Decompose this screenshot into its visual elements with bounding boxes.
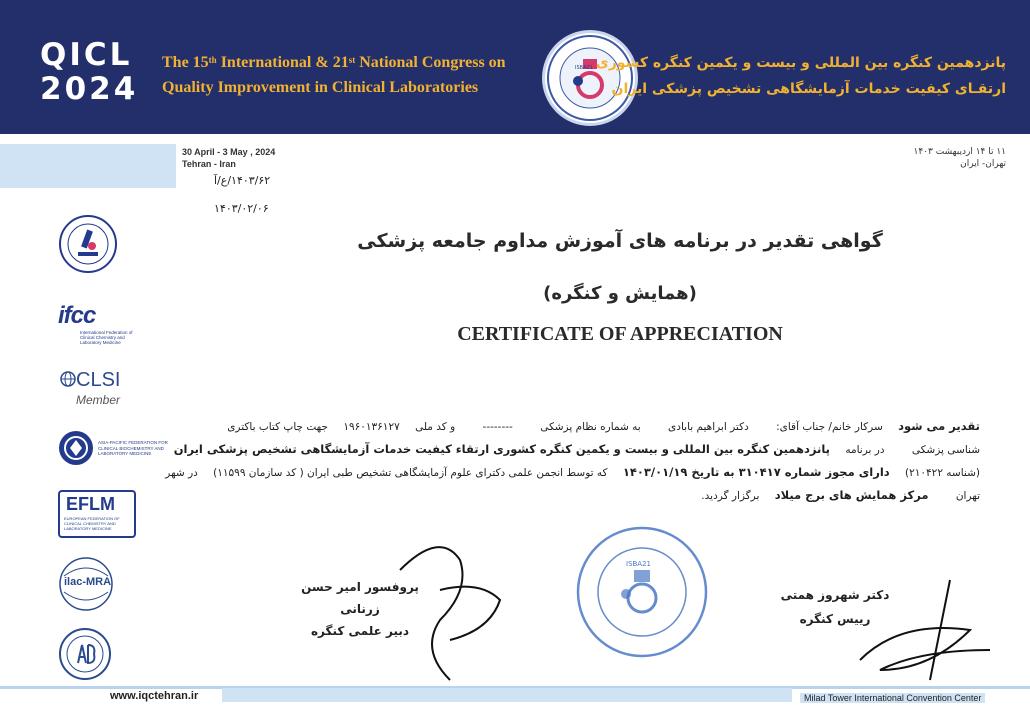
persian-dates: ۱۱ تا ۱۴ اردیبهشت ۱۴۰۳ تهران- ایران xyxy=(913,147,1006,169)
brand-logo xyxy=(40,38,138,106)
left-signatory-name: پروفسور امیر حسن زرنانی xyxy=(301,580,419,616)
certificate-body xyxy=(165,415,980,507)
svg-text:ISBA21: ISBA21 xyxy=(626,560,652,568)
persian-congress-title: پانزدهمین کنگره بین المللی و بیست و یکمین کنگره کشوری ارتقـای کیفیت خدمات آزمایشگاهی تشخیص پزشکی ایران xyxy=(595,55,1006,97)
congress-stamp xyxy=(574,524,710,660)
reference-number: ۱۴۰۳/۶۲/ع/آ xyxy=(214,174,271,187)
certificate-subtitle-persian: (همایش و کنگره) xyxy=(543,283,697,304)
english-dates: 30 April - 3 May , 2024 Tehran - Iran xyxy=(182,147,276,169)
eflm-logo: EFLM EUROPEAN FEDERATION OF CLINICAL CHEMISTRY AND LABORATORY MEDICINE xyxy=(58,490,136,538)
iranian-lab-association-logo xyxy=(56,212,120,276)
english-congress-title: The 15th International & 21st National Congress on Quality Improvement in Clinical Laboratories xyxy=(162,54,506,96)
brand-line-2: 2024 xyxy=(40,71,139,107)
body-line-1: تقدیر می شود سرکار خانم/ جناب آقای: دکتر ابراهیم بابادی به شماره نظام پزشکی -------- و کد ملی ۱۹۶۰۱۳۶۱۲۷ جهت چاپ کتاب باکتری xyxy=(227,419,980,433)
apfcb-logo: ASIA-PACIFIC FEDERATION FOR CLINICAL BIOCHEMISTRY AND LABORATORY MEDICINE xyxy=(58,428,176,468)
ilac-mra-logo: ilac-MRA xyxy=(58,556,114,612)
certificate-title-english: CERTIFICATE OF APPRECIATION xyxy=(457,323,783,345)
clsi-member-logo: CLSI Member xyxy=(60,366,140,410)
footer-band xyxy=(222,688,792,702)
body-line-2: شناسی پزشکی در برنامه پانزدهمین کنگره بین المللی و بیست و یکمین کنگره کشوری ارتقاء کیفیت خدمات آزمایشگاهی تشخیص پزشکی ایران xyxy=(173,442,980,456)
venue-label: Milad Tower International Convention Center xyxy=(800,693,985,703)
brand-line-1: QICL xyxy=(40,37,133,73)
right-signatory-name: دکتر شهروز همتی xyxy=(780,588,890,602)
body-line-4: تهران مرکز همایش های برج میلاد برگزار گردید. xyxy=(701,488,980,502)
header-banner xyxy=(0,0,1030,134)
right-signatory-role: رییس کنگره xyxy=(799,612,871,626)
left-signatory-role: دبیر علمی کنگره xyxy=(310,624,410,638)
globe-icon xyxy=(60,370,76,388)
accreditation-body-logo xyxy=(58,627,112,681)
reference-date: ۱۴۰۳/۰۲/۰۶ xyxy=(214,202,269,215)
left-signatory xyxy=(280,576,440,642)
apfcb-emblem-icon xyxy=(58,430,94,466)
website-link[interactable]: www.iqctehran.ir xyxy=(110,690,199,702)
right-signatory xyxy=(760,583,910,631)
left-accent-bar xyxy=(0,172,176,188)
ifcc-logo: ifcc International Federation of Clinical Chemistry and Laboratory Medicine xyxy=(58,302,133,345)
date-strip-panel xyxy=(176,144,1030,172)
svg-text:ISBA21: ISBA21 xyxy=(575,65,593,71)
body-line-3: (شناسه ۲۱۰۴۲۲) دارای مجوز شماره ۳۱۰۴۱۷ به تاریخ ۱۴۰۳/۰۱/۱۹ که توسط انجمن علمی دکترای علوم آزمایشگاهی تشخیص طبی ایران ( کد سازمان ۱۱۵۹۹) در شهر xyxy=(165,465,980,479)
certificate-title-persian: گواهی تقدیر در برنامه های آموزش مداوم جامعه پزشکی xyxy=(357,230,883,252)
